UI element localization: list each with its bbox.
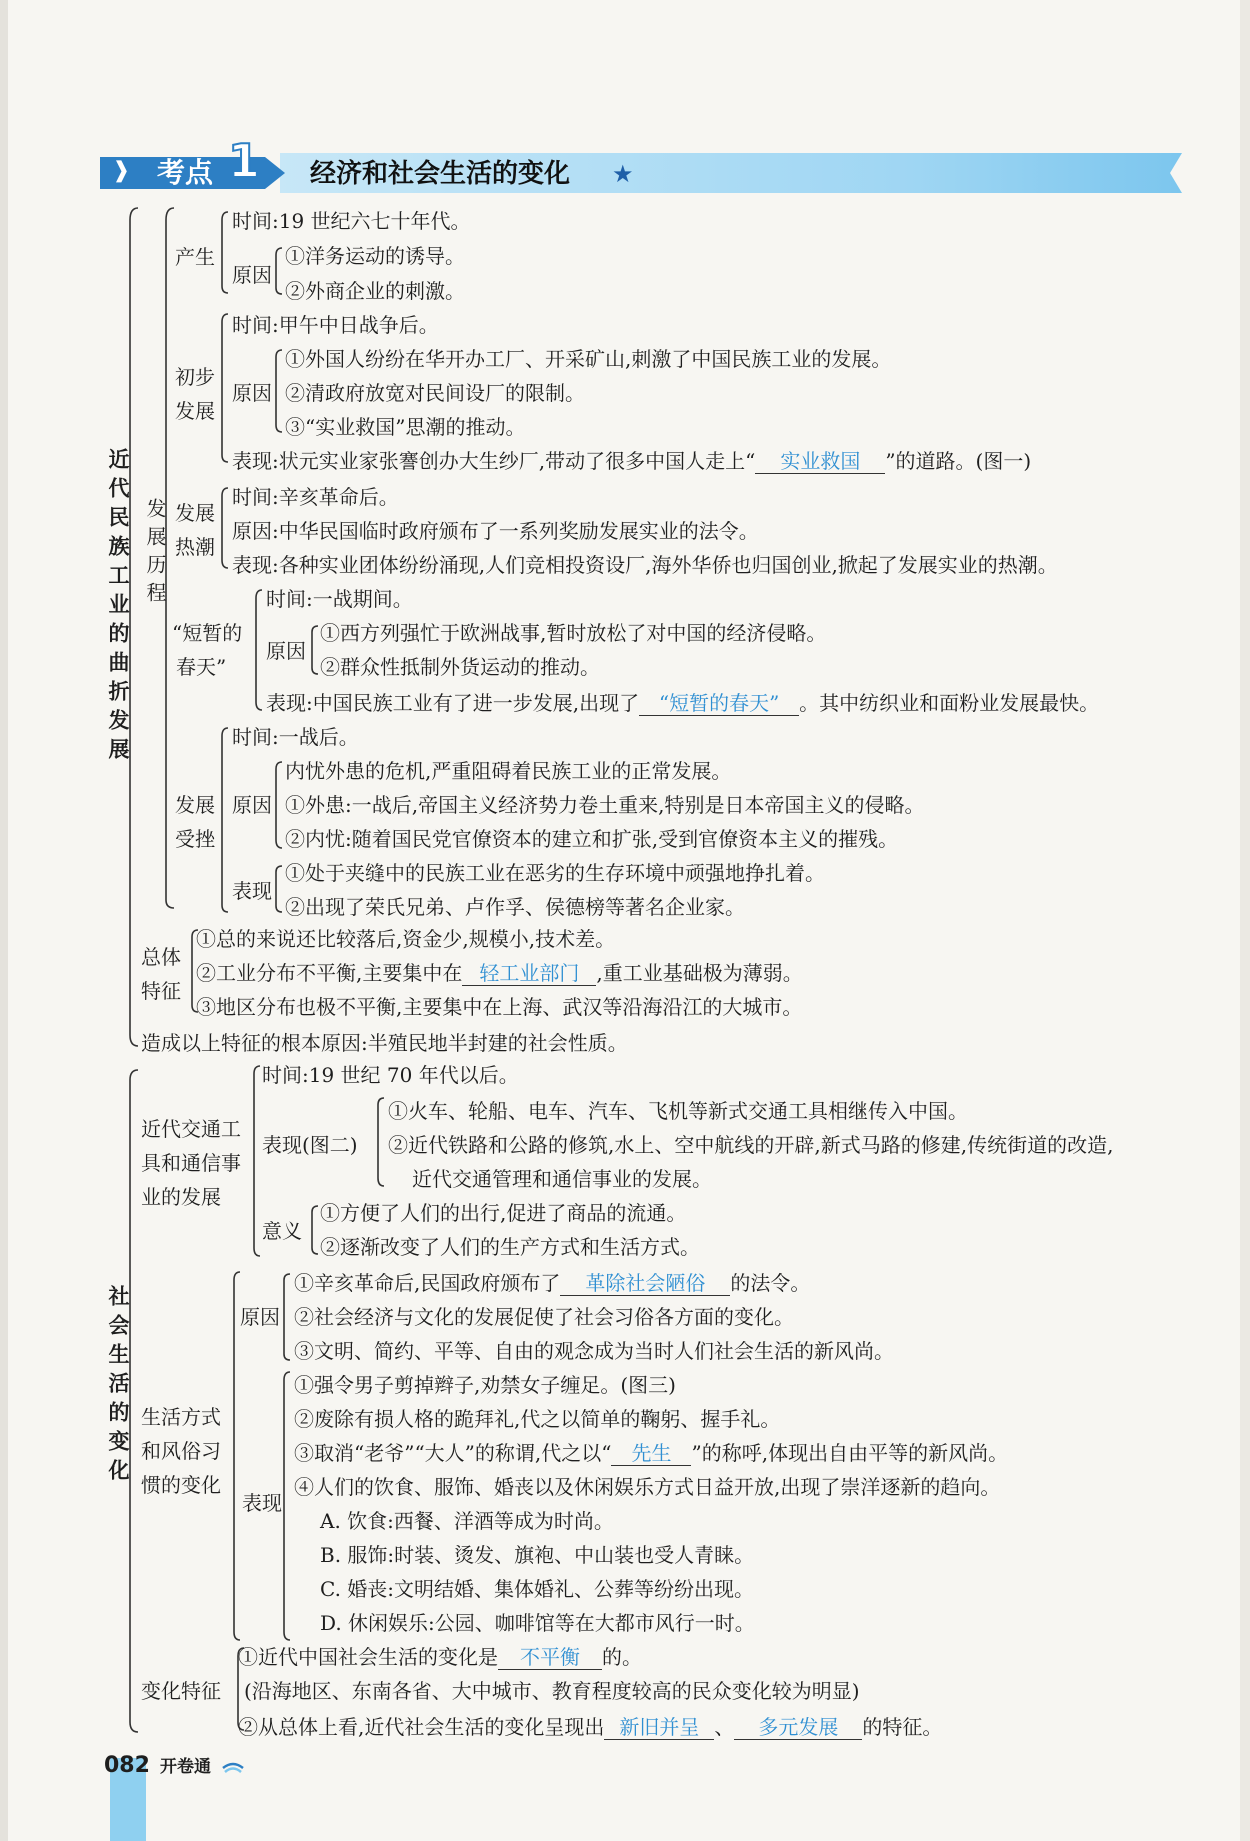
- c3-label-2: 热潮: [175, 535, 215, 559]
- t1-label-3: 业的发展: [141, 1185, 221, 1209]
- t3-char-1: ①近代中国社会生活的变化是 不平衡 的。: [238, 1645, 642, 1669]
- c2-reason-label: 原因: [232, 381, 272, 405]
- t3-label: 变化特征: [141, 1679, 221, 1703]
- c3-reason: 原因:中华民国临时政府颁布了一系列奖励发展实业的法令。: [232, 519, 759, 543]
- c5-performance-1: ①处于夹缝中的民族工业在恶劣的生存环境中顽强地挣扎着。: [285, 861, 825, 885]
- brand-name: 开卷通: [160, 1757, 211, 1777]
- t2-performance-4: ④人们的饮食、服饰、婚丧以及休闲娱乐方式日益开放,出现了崇洋逐新的趋向。: [294, 1475, 1001, 1499]
- c5-reason-1: ①外患:一战后,帝国主义经济势力卷土重来,特别是日本帝国主义的侵略。: [285, 793, 925, 817]
- t2-performance-label: 表现: [242, 1491, 282, 1515]
- t2-performance-a: A. 饮食:西餐、洋酒等成为时尚。: [320, 1509, 614, 1533]
- answer-xiansheng: 先生: [611, 1441, 691, 1466]
- t1-performance-1: ①火车、轮船、电车、汽车、飞机等新式交通工具相继传入中国。: [388, 1099, 968, 1123]
- brand-logo-icon: [222, 1758, 244, 1772]
- t1-label-1: 近代交通工: [141, 1117, 241, 1141]
- star-icon: ★: [612, 160, 634, 188]
- t1-significance-label: 意义: [262, 1219, 302, 1243]
- c3-performance: 表现:各种实业团体纷纷涌现,人们竞相投资设厂,海外华侨也归国创业,掀起了发展实业的热潮。: [232, 553, 1058, 577]
- section1-title: 近代民族工业的曲折发展: [106, 448, 131, 767]
- c3-time: 时间:辛亥革命后。: [232, 485, 399, 509]
- c1-label: 产生: [175, 245, 215, 269]
- c4-reason-2: ②群众性抵制外货运动的推动。: [320, 655, 600, 679]
- c5-reason-0: 内忧外患的危机,严重阻碍着民族工业的正常发展。: [285, 759, 732, 783]
- c5-label-1: 发展: [175, 793, 215, 817]
- t2-label-1: 生活方式: [141, 1405, 221, 1429]
- t2-performance-2: ②废除有损人格的跪拜礼,代之以简单的鞠躬、握手礼。: [294, 1407, 781, 1431]
- c1-time: 时间:19 世纪六七十年代。: [232, 209, 471, 233]
- c1-reason-label: 原因: [232, 263, 272, 287]
- c4-reason-1: ①西方列强忙于欧洲战事,暂时放松了对中国的经济侵略。: [320, 621, 827, 645]
- t2-performance-d: D. 休闲娱乐:公园、咖啡馆等在大都市风行一时。: [320, 1611, 755, 1635]
- answer-unbalanced: 不平衡: [498, 1645, 602, 1670]
- c2-label-1: 初步: [175, 365, 215, 389]
- header-badge-number: 1: [228, 134, 261, 188]
- t2-reason-3: ③文明、简约、平等、自由的观念成为当时人们社会生活的新风尚。: [294, 1339, 894, 1363]
- t1-performance-label: 表现(图二): [262, 1133, 358, 1157]
- t1-label-2: 具和通信事: [141, 1151, 241, 1175]
- t1-significance-1: ①方便了人们的出行,促进了商品的流通。: [320, 1201, 687, 1225]
- t1-performance-2: ②近代铁路和公路的修筑,水上、空中航线的开辟,新式马路的修建,传统街道的改造,: [388, 1133, 1114, 1157]
- feat-1: ①总的来说还比较落后,资金少,规模小,技术差。: [196, 927, 616, 951]
- c5-performance-2: ②出现了荣氏兄弟、卢作孚、侯德榜等著名企业家。: [285, 895, 745, 919]
- header-badge: 考点: [157, 156, 214, 189]
- dev-stage-label: 发展历程: [143, 498, 167, 610]
- t3-char-2: ②从总体上看,近代社会生活的变化呈现出 新旧并呈 、 多元发展 的特征。: [238, 1715, 943, 1739]
- t1-time: 时间:19 世纪 70 年代以后。: [262, 1063, 519, 1087]
- root-cause: 造成以上特征的根本原因:半殖民地半封建的社会性质。: [141, 1031, 628, 1055]
- c2-reason-3: ③“实业救国”思潮的推动。: [285, 415, 526, 439]
- t2-reason-label: 原因: [240, 1305, 280, 1329]
- c5-time: 时间:一战后。: [232, 725, 359, 749]
- answer-light-industry: 轻工业部门: [462, 961, 596, 986]
- c5-reason-label: 原因: [232, 793, 272, 817]
- c1-reason-1: ①洋务运动的诱导。: [285, 244, 465, 268]
- c5-reason-2: ②内忧:随着国民党官僚资本的建立和扩张,受到官僚资本主义的摧残。: [285, 827, 899, 851]
- c2-reason-1: ①外国人纷纷在华开办工厂、开采矿山,刺激了中国民族工业的发展。: [285, 347, 892, 371]
- feat-label-2: 特征: [141, 979, 181, 1003]
- feat-3: ③地区分布也极不平衡,主要集中在上海、武汉等沿海沿江的大城市。: [196, 995, 803, 1019]
- section2-title: 社会生活的变化: [106, 1285, 131, 1488]
- c2-performance: 表现:状元实业家张謇创办大生纱厂,带动了很多中国人走上“ 实业救国 ”的道路。(图一): [232, 449, 1032, 473]
- c5-label-2: 受挫: [175, 827, 215, 851]
- c4-time: 时间:一战期间。: [266, 587, 413, 611]
- t2-reason-2: ②社会经济与文化的发展促使了社会习俗各方面的变化。: [294, 1305, 794, 1329]
- c2-time: 时间:甲午中日战争后。: [232, 313, 439, 337]
- t2-label-2: 和风俗习: [141, 1439, 221, 1463]
- feat-label-1: 总体: [141, 945, 181, 969]
- t1-performance-3: 近代交通管理和通信事业的发展。: [412, 1167, 712, 1191]
- answer-reform-customs: 革除社会陋俗: [560, 1271, 730, 1296]
- c2-reason-2: ②清政府放宽对民间设厂的限制。: [285, 381, 585, 405]
- answer-short-spring: “短暂的春天”: [639, 691, 799, 716]
- t1-significance-2: ②逐渐改变了人们的生产方式和生活方式。: [320, 1235, 700, 1259]
- t2-performance-c: C. 婚丧:文明结婚、集体婚礼、公葬等纷纷出现。: [320, 1577, 755, 1601]
- c4-label-1: “短暂的: [172, 621, 243, 645]
- t2-label-3: 惯的变化: [141, 1473, 221, 1497]
- c5-performance-label: 表现: [232, 879, 272, 903]
- c4-label-2: 春天”: [176, 655, 227, 679]
- answer-shiye-jiuguo: 实业救国: [755, 449, 885, 474]
- page-title: 经济和社会生活的变化: [310, 159, 571, 189]
- feat-2: ②工业分布不平衡,主要集中在 轻工业部门 ,重工业基础极为薄弱。: [196, 961, 803, 985]
- answer-old-new: 新旧并呈: [604, 1715, 714, 1740]
- c3-label-1: 发展: [175, 501, 215, 525]
- answer-diverse: 多元发展: [734, 1715, 862, 1740]
- c1-reason-2: ②外商企业的刺激。: [285, 279, 465, 303]
- c4-reason-label: 原因: [266, 639, 306, 663]
- t3-char-1-note: (沿海地区、东南各省、大中城市、教育程度较高的民众变化较为明显): [244, 1679, 860, 1703]
- t2-reason-1: ①辛亥革命后,民国政府颁布了 革除社会陋俗 的法令。: [294, 1271, 811, 1295]
- t2-performance-b: B. 服饰:时装、烫发、旗袍、中山装也受人青睐。: [320, 1543, 755, 1567]
- badge-arrow-icon: ❱: [112, 158, 131, 183]
- c4-performance: 表现:中国民族工业有了进一步发展,出现了 “短暂的春天” 。其中纺织业和面粉业发展最快。: [266, 691, 1100, 715]
- c2-label-2: 发展: [175, 399, 215, 423]
- page-number: 082: [104, 1753, 150, 1778]
- t2-performance-1: ①强令男子剪掉辫子,劝禁女子缠足。(图三): [294, 1373, 676, 1397]
- t2-performance-3: ③取消“老爷”“大人”的称谓,代之以“ 先生 ”的称呼,体现出自由平等的新风尚。: [294, 1441, 1009, 1465]
